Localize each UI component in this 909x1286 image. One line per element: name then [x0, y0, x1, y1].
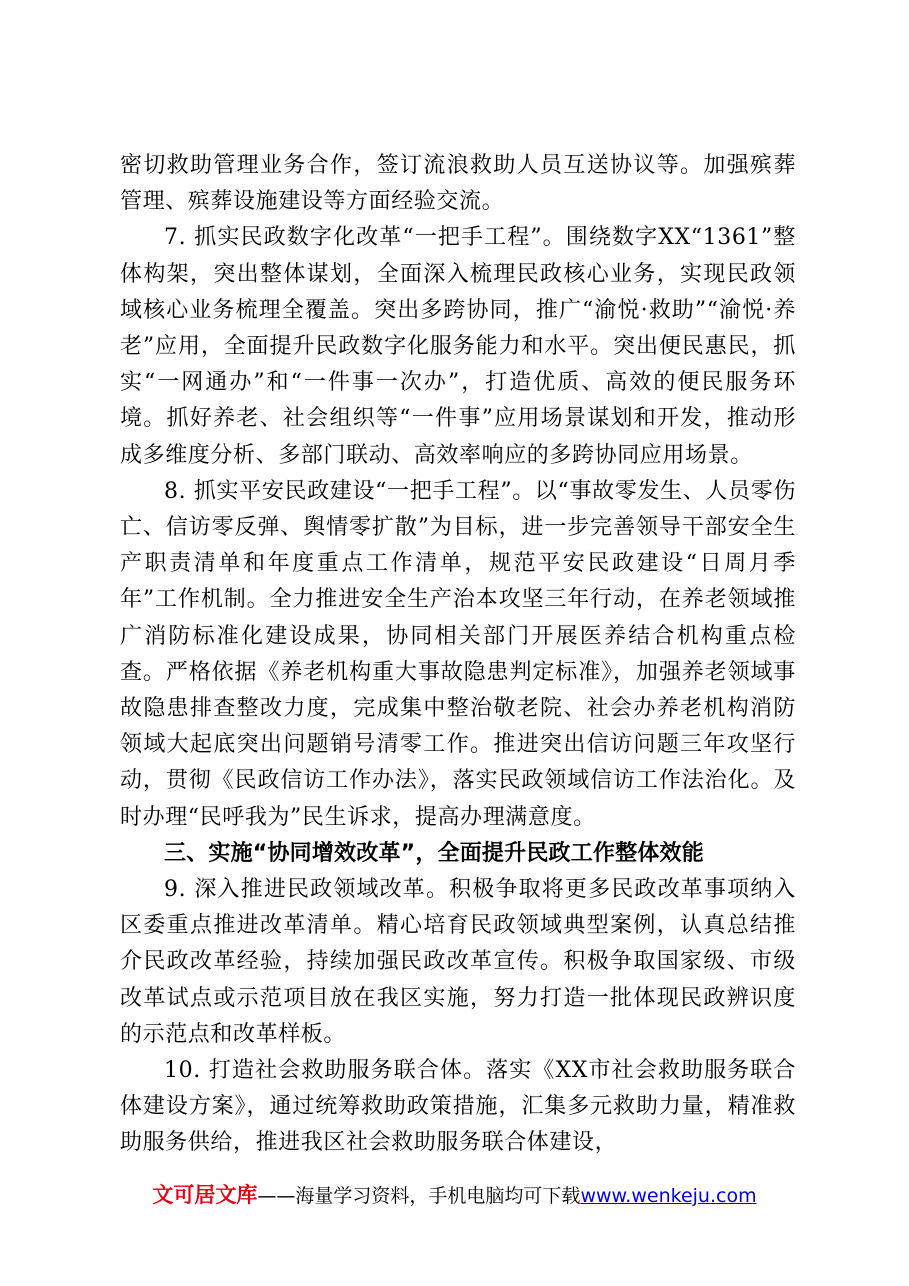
- paragraph-item-9: 9. 深入推进民政领域改革。积极争取将更多民政改革事项纳入区委重点推进改革清单。精心培育民政领域典型案例，认真总结推介民政改革经验，持续加强民政改革宣传。积极争取国家级、市级改革试点或示范项目放在我区实施，努力打造一批体现民政辨识度的示范点和改革样板。: [120, 877, 796, 1047]
- paragraph-item-7: 7. 抓实民政数字化改革“一把手工程”。围绕数字XX“1361”整体构架，突出整体谋划，全面深入梳理民政核心业务，实现民政领域核心业务梳理全覆盖。突出多跨协同，推广“渝悦·救助”“渝悦·养老”应用，全面提升民政数字化服务能力和水平。突出便民惠民，抓实“一网通办”和“一件事一次办”，打造优质、高效的便民服务环境。抓好养老、社会组织等“一件事”应用场景谋划和开发，推动形成多维度分析、多部门联动、高效率响应的多跨协同应用场景。: [120, 225, 796, 468]
- paragraph-item-8: 8. 抓实平安民政建设“一把手工程”。以“事故零发生、人员零伤亡、信访零反弹、舆情零扩散”为目标，进一步完善领导干部安全生产职责清单和年度重点工作清单，规范平安民政建设“日周月季年”工作机制。全力推进安全生产治本攻坚三年行动，在养老领域推广消防标准化建设成果，协同相关部门开展医养结合机构重点检查。严格依据《养老机构重大事故隐患判定标准》，加强养老领域事故隐患排查整改力度，完成集中整治敬老院、社会办养老机构消防领域大起底突出问题销号清零工作。推进突出信访问题三年攻坚行动，贯彻《民政信访工作办法》，落实民政领域信访工作法治化。及时办理“民呼我为”民生诉求，提高办理满意度。: [120, 478, 796, 830]
- paragraph-continued: 密切救助管理业务合作，签订流浪救助人员互送协议等。加强殡葬管理、殡葬设施建设等方面经验交流。: [120, 153, 796, 215]
- document-body: [120, 148, 796, 1162]
- page-footer: [0, 1181, 909, 1210]
- section-heading-3: 三、实施“协同增效改革”，全面提升民政工作整体效能: [164, 840, 704, 866]
- footer-tagline: ——海量学习资料，手机电脑均可下载: [257, 1185, 581, 1207]
- paragraph-item-10: 10. 打造社会救助服务联合体。落实《XX市社会救助服务联合体建设方案》，通过统筹救助政策措施，汇集多元救助力量，精准救助服务供给，推进我区社会救助服务联合体建设，: [120, 1058, 796, 1156]
- footer-brand: 文可居文库: [152, 1183, 258, 1207]
- footer-site-link[interactable]: www.wenkeju.com: [580, 1185, 757, 1207]
